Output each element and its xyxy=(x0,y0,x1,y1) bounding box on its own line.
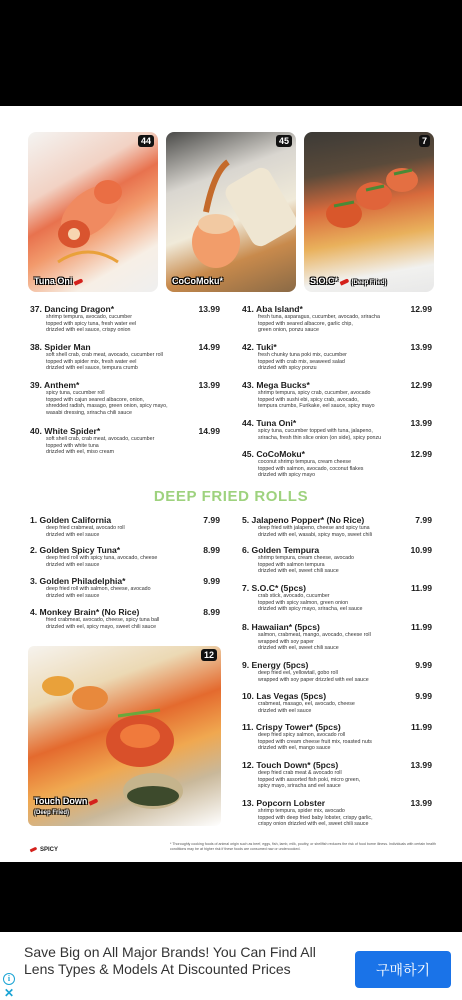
deep-fried-item-7: 7. S.O.C* (5pcs) 11.99 crab stick, avocado, cucumber topped with spicy salmon, green onion drizzled with spicy mayo, sriracha, eel sauce xyxy=(242,583,432,613)
menu-item-42: 42. Tuki* 13.99 fresh chunky tuna poki mix, cucumber topped with crab mix, seaweed salad drizzled with spicy ponzu xyxy=(242,342,432,372)
cocomoku-illustration xyxy=(166,132,296,292)
photo-caption: Touch Down (Deep Fried) xyxy=(34,796,98,816)
photo-caption: Tuna Oni xyxy=(34,276,83,286)
spicy-pepper-icon xyxy=(89,798,99,805)
deep-fried-item-6: 6. Golden Tempura 10.99 shrimp tempura, cream cheese, avocado topped with salmon tempura drizzled with eel, sweet chili sauce xyxy=(242,545,432,575)
spicy-legend: SPICY xyxy=(28,847,58,853)
food-safety-disclaimer: * Thoroughly cooking foods of animal origin such as beef, eggs, fish, lamb, milk, poultry, or shellfish reduces the risk of food borne illness. Individuals with certain health conditions may be at higher risk if these foods are consumed raw or undercooked. xyxy=(170,842,436,851)
bottom-black-bar xyxy=(0,862,462,932)
top-black-bar xyxy=(0,0,462,106)
menu-item-40: 40. White Spider* 14.99 soft shell crab, crab meat, avocado, cucumber topped with white tuna drizzled with eel, miso cream xyxy=(30,426,220,456)
deep-fried-item-1: 1. Golden California 7.99 deep fried crabmeat, avocado roll drizzled with eel sauce xyxy=(30,515,220,538)
photo-touch-down xyxy=(28,646,221,826)
deep-fried-item-3: 3. Golden Philadelphia* 9.99 deep fried roll with salmon, cheese, avocado drizzled with eel sauce xyxy=(30,576,220,599)
photo-soc xyxy=(304,132,434,292)
menu-item-45: 45. CoCoMoku* 12.99 coconut shrimp tempura, cream cheese topped with salmon, avocado, coconut flakes drizzled with spicy mayo xyxy=(242,449,432,479)
menu-item-44: 44. Tuna Oni* 13.99 spicy tuna, cucumber topped with tuna, jalapeno, sriracha, fresh thin slice onion (on side), spicy ponzu xyxy=(242,418,432,441)
photo-tuna-oni xyxy=(28,132,158,292)
deep-fried-item-9: 9. Energy (5pcs) 9.99 deep fried eel, yellowtail, gobo roll wrapped with soy paper drizzled with eel sauce xyxy=(242,660,432,683)
photo-number-badge: 7 xyxy=(419,135,430,147)
photo-cocomoku xyxy=(166,132,296,292)
section-title-deep-fried-rolls: DEEP FRIED ROLLS xyxy=(153,488,309,505)
menu-item-37: 37. Dancing Dragon* 13.99 shrimp tempura, avocado, cucumber topped with spicy tuna, fresh water eel drizzled with eel sauce, crispy onion xyxy=(30,304,220,334)
photo-number-badge: 44 xyxy=(138,135,154,147)
ad-info-icon[interactable]: i xyxy=(3,973,15,985)
ad-close-icon[interactable]: ✕ xyxy=(4,986,15,1000)
menu-item-43: 43. Mega Bucks* 12.99 shrimp tempura, spicy crab, cucumber, avocado topped with sushi ebi, spicy crab, avocado, tempura crumbs, Furikake, eel sauce, spicy mayo xyxy=(242,380,432,410)
deep-fried-item-10: 10. Las Vegas (5pcs) 9.99 crabmeat, masago, eel, avocado, cheese drizzled with eel sauce xyxy=(242,691,432,714)
deep-fried-item-8: 8. Hawaiian* (5pcs) 11.99 salmon, crabmeat, mango, avocado, cheese roll wrapped with soy paper drizzled with eel, sweet chili sauce xyxy=(242,622,432,652)
spicy-pepper-icon xyxy=(30,847,38,853)
deep-fried-item-4: 4. Monkey Brain* (No Rice) 8.99 fried crabmeat, avocado, cheese, spicy tuna ball drizzled with eel, spicy mayo, sweet chili sauce xyxy=(30,607,220,630)
deep-fried-item-2: 2. Golden Spicy Tuna* 8.99 deep fried roll with spicy tuna, avocado, cheese drizzled with eel sauce xyxy=(30,545,220,568)
menu-item-41: 41. Aba Island* 12.99 fresh tuna, asparagus, cucumber, avocado, sriracha topped with seared albacore, garlic chip, green onion, ponzu sauce xyxy=(242,304,432,334)
ad-text[interactable]: Save Big on All Major Brands! You Can Find All Lens Types & Models At Discounted Prices xyxy=(24,944,316,977)
deep-fried-item-5: 5. Jalapeno Popper* (No Rice) 7.99 deep fried with jalapeno, cheese and spicy tuna drizzled with eel, wasabi, spicy mayo, sweet chili xyxy=(242,515,432,538)
tuna-oni-illustration xyxy=(28,132,158,292)
photo-caption: S.O.C* (Deep Fried) xyxy=(310,276,387,286)
menu-item-38: 38. Spider Man 14.99 soft shell crab, crab meat, avocado, cucumber roll topped with spider mix, fresh water eel drizzled with eel sauce, tempura crumb xyxy=(30,342,220,372)
photo-number-badge: 45 xyxy=(276,135,292,147)
deep-fried-item-11: 11. Crispy Tower* (5pcs) 11.99 deep fried spicy salmon, avocado roll topped with cream cheese fruit mix, roasted nuts drizzled with eel, mango sauce xyxy=(242,722,432,752)
photo-number-badge: 12 xyxy=(201,649,217,661)
deep-fried-item-12: 12. Touch Down* (5pcs) 13.99 deep fried crab meat & avocado roll topped with assorted fish poki, micro green, spicy mayo, sriracha and eel sauce xyxy=(242,760,432,790)
soc-illustration xyxy=(304,132,434,292)
spicy-pepper-icon xyxy=(74,278,84,285)
ad-buy-button[interactable]: 구매하기 xyxy=(355,951,451,988)
menu-item-39: 39. Anthem* 13.99 spicy tuna, cucumber roll topped with cajun seared albacore, onion, shredded radish, masago, green onion, spicy mayo, wasabi dressing, sriracha chili sauce xyxy=(30,380,220,416)
spicy-pepper-icon xyxy=(340,278,350,285)
menu-page xyxy=(0,106,462,862)
deep-fried-item-13: 13. Popcorn Lobster 13.99 shrimp tempura, spider mix, avocado topped with deep fried baby lobster, crispy garlic, crispy onion drizzled with eel, sweet chili sauce xyxy=(242,798,432,828)
ad-banner[interactable] xyxy=(0,932,462,1000)
photo-caption: CoCoMoku* xyxy=(172,276,223,286)
